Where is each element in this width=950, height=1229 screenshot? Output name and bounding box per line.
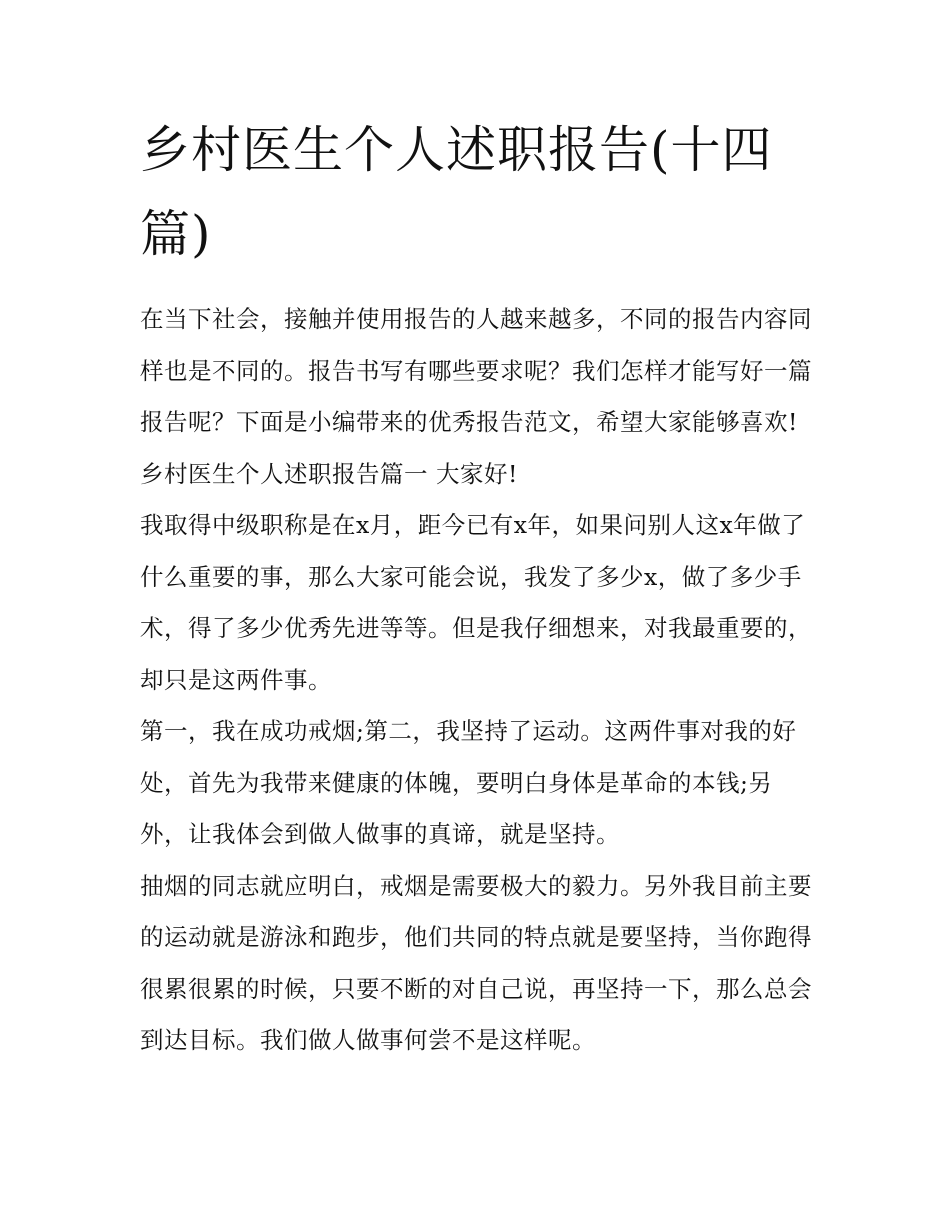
body-paragraph: 第一，我在成功戒烟;第二，我坚持了运动。这两件事对我的好处，首先为我带来健康的体魄，要明白身体是革命的本钱;另外，让我体会到做人做事的真谛，就是坚持。 bbox=[140, 717, 797, 848]
body-paragraph: 我取得中级职称是在x月，距今已有x年，如果问别人这x年做了什么重要的事，那么大家可能会说，我发了多少x，做了多少手术，得了多少优秀先进等等。但是我仔细想来，对我最重要的，却只是这两件事。 bbox=[140, 511, 812, 694]
intro-paragraph: 在当下社会，接触并使用报告的人越来越多，不同的报告内容同样也是不同的。报告书写有哪些要求呢？我们怎样才能写好一篇报告呢？下面是小编带来的优秀报告范文，希望大家能够喜欢! bbox=[140, 305, 812, 436]
document-title: 乡村医生个人述职报告(十四篇) bbox=[140, 121, 773, 263]
section-heading: 乡村医生个人述职报告篇一 大家好! bbox=[140, 459, 518, 488]
body-paragraph: 抽烟的同志就应明白，戒烟是需要极大的毅力。另外我目前主要的运动就是游泳和跑步，他们共同的特点就是要坚持，当你跑得很累很累的时候，只要不断的对自己说，再坚持一下，那么总会到达目标。我们做人做事何尝不是这样呢。 bbox=[140, 871, 812, 1054]
document-body bbox=[140, 294, 820, 1067]
document-page bbox=[140, 108, 820, 1067]
